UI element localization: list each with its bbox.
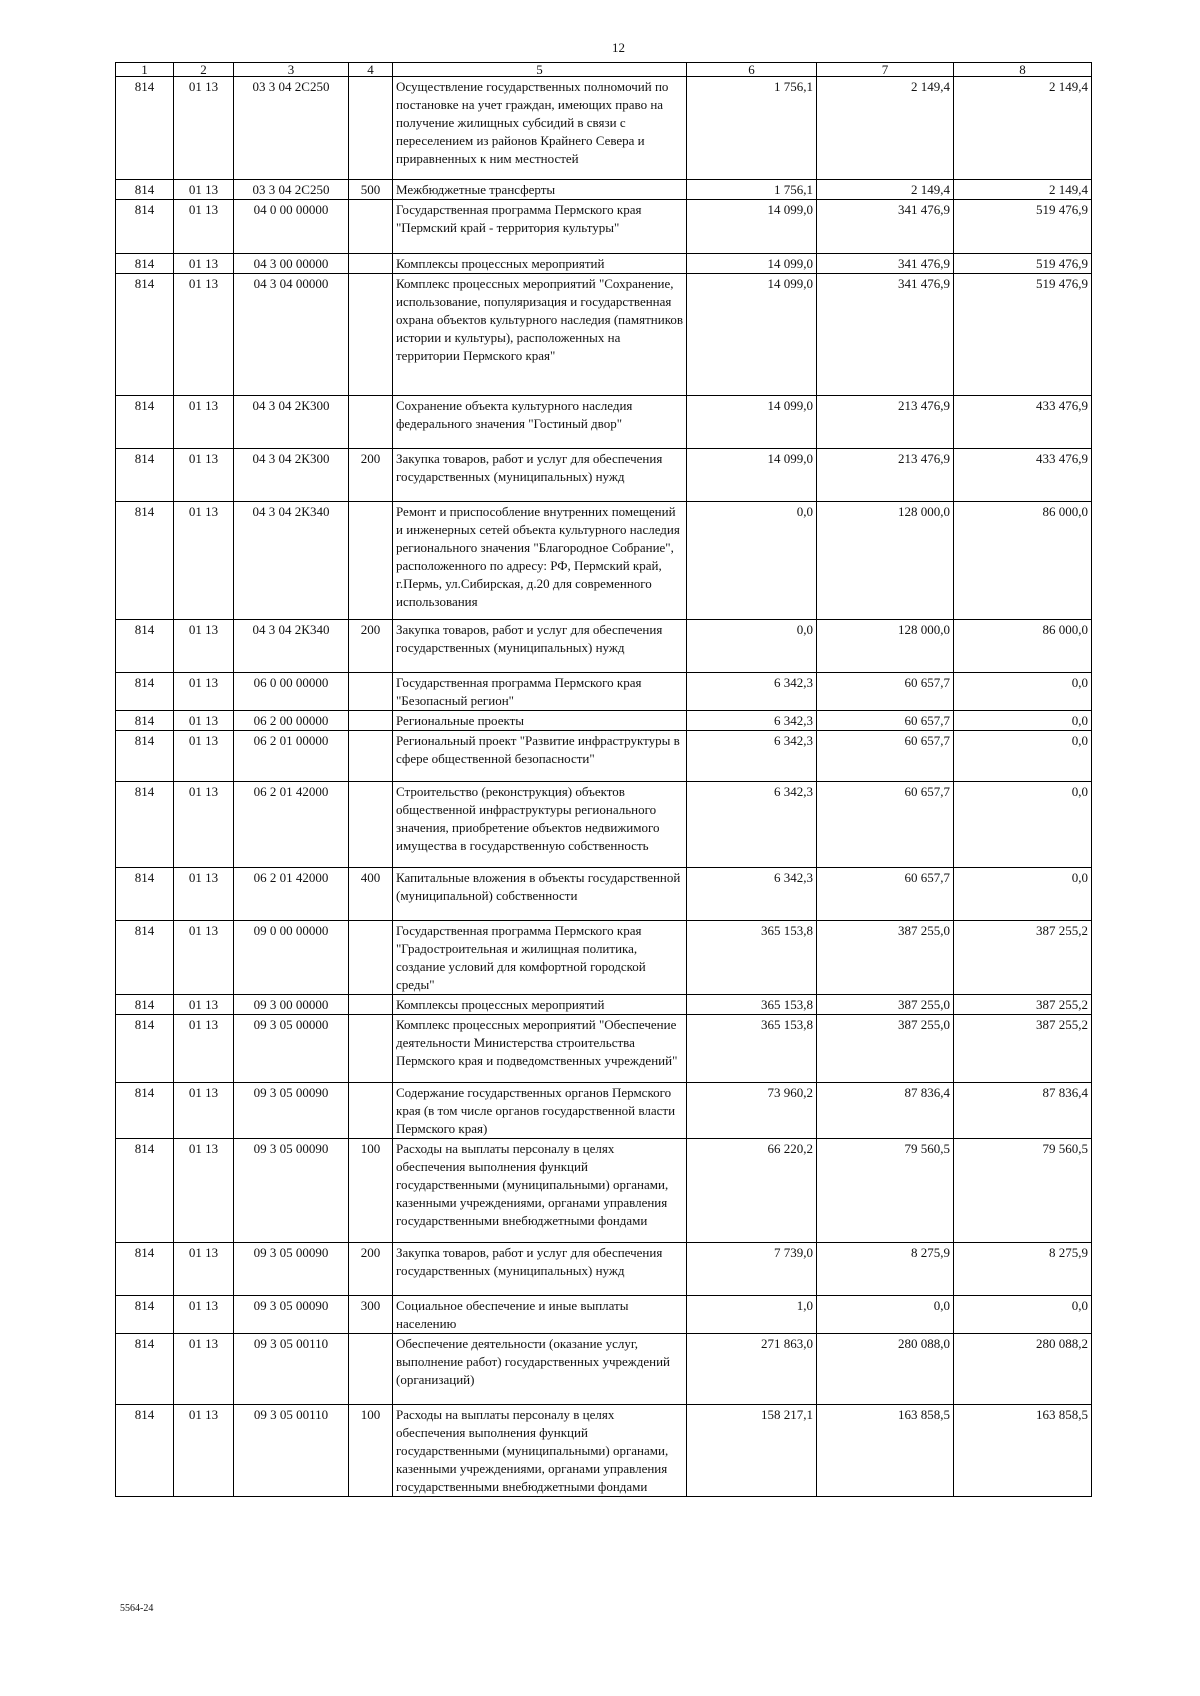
target-article-cell: 09 3 05 00090	[234, 1083, 349, 1139]
kvsr-cell: 814	[116, 1083, 174, 1139]
section-cell: 01 13	[174, 396, 234, 449]
amount-2025-cell: 79 560,5	[817, 1139, 954, 1243]
target-article-cell: 06 2 00 00000	[234, 711, 349, 731]
amount-2026-cell: 0,0	[954, 1296, 1092, 1334]
section-cell: 01 13	[174, 921, 234, 995]
name-cell: Социальное обеспечение и иные выплаты населению	[393, 1296, 687, 1334]
section-cell: 01 13	[174, 1139, 234, 1243]
name-cell: Расходы на выплаты персоналу в целях обеспечения выполнения функций государственными (муниципальными) органами, казенными учреждениями, органами управления государственными внебюджетными фондами	[393, 1405, 687, 1497]
amount-2025-cell: 213 476,9	[817, 449, 954, 502]
amount-2024-cell: 14 099,0	[687, 274, 817, 396]
name-cell: Закупка товаров, работ и услуг для обеспечения государственных (муниципальных) нужд	[393, 620, 687, 673]
target-article-cell: 04 3 00 00000	[234, 254, 349, 274]
table-row	[116, 396, 1092, 449]
name-cell: Сохранение объекта культурного наследия федерального значения "Гостиный двор"	[393, 396, 687, 449]
amount-2024-cell: 7 739,0	[687, 1243, 817, 1296]
expense-type-cell	[349, 673, 393, 711]
amount-2025-cell: 128 000,0	[817, 502, 954, 620]
table-row	[116, 1405, 1092, 1497]
col-header: 5	[393, 63, 687, 77]
amount-2024-cell: 0,0	[687, 620, 817, 673]
budget-table	[115, 62, 1092, 1497]
amount-2026-cell: 519 476,9	[954, 274, 1092, 396]
table-row	[116, 921, 1092, 995]
section-cell: 01 13	[174, 1334, 234, 1405]
page-number: 12	[612, 40, 625, 55]
amount-2024-cell: 6 342,3	[687, 868, 817, 921]
expense-type-cell	[349, 502, 393, 620]
table-row	[116, 868, 1092, 921]
kvsr-cell: 814	[116, 254, 174, 274]
amount-2024-cell: 66 220,2	[687, 1139, 817, 1243]
expense-type-cell	[349, 77, 393, 180]
amount-2024-cell: 1,0	[687, 1296, 817, 1334]
expense-type-cell	[349, 921, 393, 995]
expense-type-cell: 200	[349, 620, 393, 673]
name-cell: Региональный проект "Развитие инфраструктуры в сфере общественной безопасности"	[393, 731, 687, 782]
section-cell: 01 13	[174, 1083, 234, 1139]
amount-2025-cell: 213 476,9	[817, 396, 954, 449]
amount-2025-cell: 60 657,7	[817, 782, 954, 868]
target-article-cell: 06 2 01 42000	[234, 782, 349, 868]
target-article-cell: 04 3 04 2К340	[234, 502, 349, 620]
table-row	[116, 673, 1092, 711]
name-cell: Комплексы процессных мероприятий	[393, 995, 687, 1015]
amount-2024-cell: 1 756,1	[687, 180, 817, 200]
table-row	[116, 502, 1092, 620]
amount-2024-cell: 14 099,0	[687, 449, 817, 502]
table-row	[116, 180, 1092, 200]
table-row	[116, 1083, 1092, 1139]
table-row	[116, 620, 1092, 673]
target-article-cell: 09 3 05 00110	[234, 1334, 349, 1405]
col-header: 4	[349, 63, 393, 77]
name-cell: Капитальные вложения в объекты государственной (муниципальной) собственности	[393, 868, 687, 921]
amount-2025-cell: 60 657,7	[817, 731, 954, 782]
amount-2024-cell: 73 960,2	[687, 1083, 817, 1139]
expense-type-cell	[349, 254, 393, 274]
kvsr-cell: 814	[116, 1405, 174, 1497]
amount-2024-cell: 0,0	[687, 502, 817, 620]
amount-2025-cell: 60 657,7	[817, 711, 954, 731]
amount-2024-cell: 6 342,3	[687, 731, 817, 782]
name-cell: Обеспечение деятельности (оказание услуг, выполнение работ) государственных учреждений (организаций)	[393, 1334, 687, 1405]
table-row	[116, 274, 1092, 396]
expense-type-cell	[349, 274, 393, 396]
target-article-cell: 04 3 04 00000	[234, 274, 349, 396]
section-cell: 01 13	[174, 180, 234, 200]
kvsr-cell: 814	[116, 396, 174, 449]
section-cell: 01 13	[174, 731, 234, 782]
section-cell: 01 13	[174, 620, 234, 673]
amount-2024-cell: 365 153,8	[687, 1015, 817, 1083]
kvsr-cell: 814	[116, 673, 174, 711]
col-header: 2	[174, 63, 234, 77]
amount-2025-cell: 387 255,0	[817, 921, 954, 995]
target-article-cell: 09 3 00 00000	[234, 995, 349, 1015]
col-header: 6	[687, 63, 817, 77]
amount-2026-cell: 0,0	[954, 711, 1092, 731]
amount-2026-cell: 387 255,2	[954, 921, 1092, 995]
amount-2025-cell: 0,0	[817, 1296, 954, 1334]
expense-type-cell: 500	[349, 180, 393, 200]
target-article-cell: 04 0 00 00000	[234, 200, 349, 254]
table-row	[116, 1015, 1092, 1083]
amount-2024-cell: 271 863,0	[687, 1334, 817, 1405]
expense-type-cell	[349, 731, 393, 782]
expense-type-cell: 400	[349, 868, 393, 921]
expense-type-cell: 300	[349, 1296, 393, 1334]
target-article-cell: 09 3 05 00090	[234, 1296, 349, 1334]
section-cell: 01 13	[174, 1405, 234, 1497]
expense-type-cell	[349, 1083, 393, 1139]
col-header: 7	[817, 63, 954, 77]
name-cell: Осуществление государственных полномочий по постановке на учет граждан, имеющих право на получение жилищных субсидий в связи с переселением из районов Крайнего Севера и приравненных к ним местностей	[393, 77, 687, 180]
target-article-cell: 09 3 05 00090	[234, 1243, 349, 1296]
amount-2026-cell: 433 476,9	[954, 449, 1092, 502]
name-cell: Комплекс процессных мероприятий "Обеспечение деятельности Министерства строительства Пермского края и подведомственных учреждений"	[393, 1015, 687, 1083]
name-cell: Закупка товаров, работ и услуг для обеспечения государственных (муниципальных) нужд	[393, 449, 687, 502]
kvsr-cell: 814	[116, 502, 174, 620]
col-header: 1	[116, 63, 174, 77]
target-article-cell: 09 3 05 00090	[234, 1139, 349, 1243]
section-cell: 01 13	[174, 254, 234, 274]
section-cell: 01 13	[174, 673, 234, 711]
target-article-cell: 09 3 05 00000	[234, 1015, 349, 1083]
amount-2024-cell: 14 099,0	[687, 396, 817, 449]
amount-2025-cell: 163 858,5	[817, 1405, 954, 1497]
amount-2025-cell: 60 657,7	[817, 673, 954, 711]
amount-2025-cell: 341 476,9	[817, 254, 954, 274]
table-row	[116, 1139, 1092, 1243]
kvsr-cell: 814	[116, 1015, 174, 1083]
document-code: 5564-24	[120, 1603, 154, 1614]
amount-2025-cell: 60 657,7	[817, 868, 954, 921]
kvsr-cell: 814	[116, 995, 174, 1015]
amount-2026-cell: 2 149,4	[954, 180, 1092, 200]
expense-type-cell	[349, 995, 393, 1015]
target-article-cell: 04 3 04 2К300	[234, 449, 349, 502]
amount-2025-cell: 341 476,9	[817, 274, 954, 396]
section-cell: 01 13	[174, 1296, 234, 1334]
kvsr-cell: 814	[116, 449, 174, 502]
kvsr-cell: 814	[116, 731, 174, 782]
target-article-cell: 04 3 04 2К300	[234, 396, 349, 449]
amount-2025-cell: 2 149,4	[817, 180, 954, 200]
section-cell: 01 13	[174, 1015, 234, 1083]
table-header-row	[116, 63, 1092, 77]
table-row	[116, 254, 1092, 274]
kvsr-cell: 814	[116, 868, 174, 921]
expense-type-cell	[349, 1334, 393, 1405]
amount-2026-cell: 8 275,9	[954, 1243, 1092, 1296]
expense-type-cell: 200	[349, 1243, 393, 1296]
kvsr-cell: 814	[116, 180, 174, 200]
amount-2026-cell: 86 000,0	[954, 502, 1092, 620]
table-row	[116, 1334, 1092, 1405]
target-article-cell: 06 2 01 42000	[234, 868, 349, 921]
amount-2026-cell: 387 255,2	[954, 1015, 1092, 1083]
kvsr-cell: 814	[116, 77, 174, 180]
name-cell: Комплексы процессных мероприятий	[393, 254, 687, 274]
section-cell: 01 13	[174, 77, 234, 180]
section-cell: 01 13	[174, 782, 234, 868]
amount-2024-cell: 6 342,3	[687, 673, 817, 711]
name-cell: Ремонт и приспособление внутренних помещений и инженерных сетей объекта культурного наследия регионального значения "Благородное Собрание", расположенного по адресу: РФ, Пермский край, г.Пермь, ул.Сибирская, д.20 для современного использования	[393, 502, 687, 620]
name-cell: Содержание государственных органов Пермского края (в том числе органов государственной власти Пермского края)	[393, 1083, 687, 1139]
expense-type-cell: 200	[349, 449, 393, 502]
section-cell: 01 13	[174, 711, 234, 731]
amount-2026-cell: 87 836,4	[954, 1083, 1092, 1139]
section-cell: 01 13	[174, 868, 234, 921]
kvsr-cell: 814	[116, 200, 174, 254]
amount-2024-cell: 14 099,0	[687, 254, 817, 274]
kvsr-cell: 814	[116, 711, 174, 731]
table-row	[116, 449, 1092, 502]
expense-type-cell	[349, 396, 393, 449]
col-header: 3	[234, 63, 349, 77]
table-row	[116, 1296, 1092, 1334]
expense-type-cell	[349, 782, 393, 868]
kvsr-cell: 814	[116, 274, 174, 396]
expense-type-cell	[349, 200, 393, 254]
amount-2024-cell: 6 342,3	[687, 711, 817, 731]
amount-2026-cell: 0,0	[954, 673, 1092, 711]
kvsr-cell: 814	[116, 1243, 174, 1296]
name-cell: Региональные проекты	[393, 711, 687, 731]
amount-2024-cell: 365 153,8	[687, 921, 817, 995]
amount-2025-cell: 8 275,9	[817, 1243, 954, 1296]
table-row	[116, 200, 1092, 254]
section-cell: 01 13	[174, 449, 234, 502]
name-cell: Государственная программа Пермского края "Пермский край - территория культуры"	[393, 200, 687, 254]
target-article-cell: 09 0 00 00000	[234, 921, 349, 995]
expense-type-cell: 100	[349, 1139, 393, 1243]
section-cell: 01 13	[174, 1243, 234, 1296]
amount-2024-cell: 365 153,8	[687, 995, 817, 1015]
amount-2024-cell: 158 217,1	[687, 1405, 817, 1497]
amount-2026-cell: 433 476,9	[954, 396, 1092, 449]
amount-2026-cell: 519 476,9	[954, 200, 1092, 254]
amount-2025-cell: 87 836,4	[817, 1083, 954, 1139]
amount-2026-cell: 86 000,0	[954, 620, 1092, 673]
section-cell: 01 13	[174, 200, 234, 254]
target-article-cell: 03 3 04 2С250	[234, 180, 349, 200]
amount-2025-cell: 387 255,0	[817, 1015, 954, 1083]
amount-2025-cell: 387 255,0	[817, 995, 954, 1015]
kvsr-cell: 814	[116, 921, 174, 995]
kvsr-cell: 814	[116, 1296, 174, 1334]
name-cell: Расходы на выплаты персоналу в целях обеспечения выполнения функций государственными (муниципальными) органами, казенными учреждениями, органами управления государственными внебюджетными фондами	[393, 1139, 687, 1243]
amount-2024-cell: 14 099,0	[687, 200, 817, 254]
amount-2025-cell: 280 088,0	[817, 1334, 954, 1405]
target-article-cell: 09 3 05 00110	[234, 1405, 349, 1497]
amount-2026-cell: 0,0	[954, 782, 1092, 868]
amount-2025-cell: 341 476,9	[817, 200, 954, 254]
amount-2026-cell: 0,0	[954, 731, 1092, 782]
amount-2026-cell: 163 858,5	[954, 1405, 1092, 1497]
amount-2024-cell: 1 756,1	[687, 77, 817, 180]
name-cell: Государственная программа Пермского края "Безопасный регион"	[393, 673, 687, 711]
target-article-cell: 06 2 01 00000	[234, 731, 349, 782]
section-cell: 01 13	[174, 995, 234, 1015]
kvsr-cell: 814	[116, 620, 174, 673]
table-row	[116, 1243, 1092, 1296]
expense-type-cell	[349, 711, 393, 731]
expense-type-cell: 100	[349, 1405, 393, 1497]
target-article-cell: 06 0 00 00000	[234, 673, 349, 711]
kvsr-cell: 814	[116, 1334, 174, 1405]
name-cell: Межбюджетные трансферты	[393, 180, 687, 200]
amount-2025-cell: 2 149,4	[817, 77, 954, 180]
amount-2026-cell: 2 149,4	[954, 77, 1092, 180]
name-cell: Строительство (реконструкция) объектов общественной инфраструктуры регионального значения, приобретение объектов недвижимого имущества в государственную собственность	[393, 782, 687, 868]
name-cell: Государственная программа Пермского края "Градостроительная и жилищная политика, создание условий для комфортной городской среды"	[393, 921, 687, 995]
table-row	[116, 731, 1092, 782]
amount-2025-cell: 128 000,0	[817, 620, 954, 673]
name-cell: Закупка товаров, работ и услуг для обеспечения государственных (муниципальных) нужд	[393, 1243, 687, 1296]
table-row	[116, 77, 1092, 180]
table-row	[116, 711, 1092, 731]
amount-2026-cell: 280 088,2	[954, 1334, 1092, 1405]
table-row	[116, 782, 1092, 868]
section-cell: 01 13	[174, 274, 234, 396]
amount-2026-cell: 79 560,5	[954, 1139, 1092, 1243]
expense-type-cell	[349, 1015, 393, 1083]
section-cell: 01 13	[174, 502, 234, 620]
target-article-cell: 04 3 04 2К340	[234, 620, 349, 673]
kvsr-cell: 814	[116, 782, 174, 868]
table-row	[116, 995, 1092, 1015]
amount-2026-cell: 519 476,9	[954, 254, 1092, 274]
amount-2026-cell: 0,0	[954, 868, 1092, 921]
col-header: 8	[954, 63, 1092, 77]
amount-2026-cell: 387 255,2	[954, 995, 1092, 1015]
amount-2024-cell: 6 342,3	[687, 782, 817, 868]
target-article-cell: 03 3 04 2С250	[234, 77, 349, 180]
name-cell: Комплекс процессных мероприятий "Сохранение, использование, популяризация и государственная охрана объектов культурного наследия (памятников истории и культуры), расположенных на территории Пермского края"	[393, 274, 687, 396]
kvsr-cell: 814	[116, 1139, 174, 1243]
